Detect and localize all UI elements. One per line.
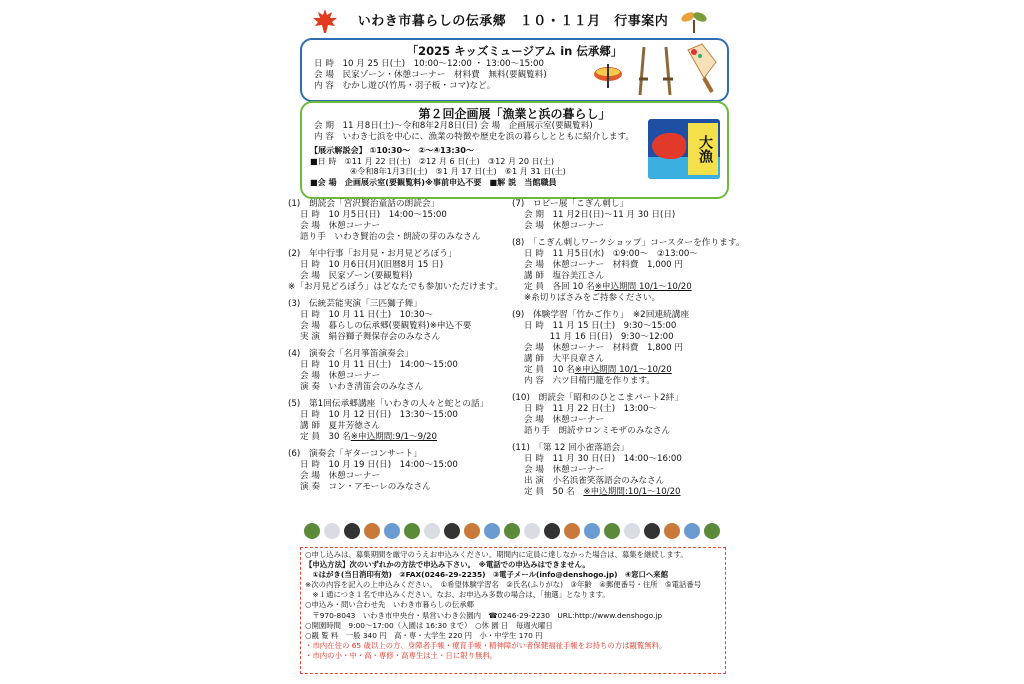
kids-museum-content: 内 容 むかし遊び(竹馬・羽子板・コマ)など。	[314, 81, 496, 91]
event-line: 日 時 10 月6日(月)(旧暦8月 15 日)	[300, 260, 444, 270]
special-exhibition-box	[300, 101, 729, 199]
event-item-1	[288, 199, 513, 243]
capacity-text: 定 員 50 名	[524, 487, 584, 497]
event-line: 会 場 休憩コーナー	[300, 471, 381, 481]
application-info-box	[300, 547, 726, 674]
hagoita-paddle-icon	[682, 42, 720, 96]
info-line: ○申込み・問い合わせ先 いわき市暮らしの伝承郷	[305, 600, 475, 610]
event-capacity	[512, 365, 742, 376]
event-line: 会 場 民家ゾーン(要観覧料)	[300, 271, 413, 281]
left-event-list	[288, 199, 513, 499]
right-event-list	[512, 199, 745, 504]
tairyo-flag-icon	[648, 119, 720, 179]
application-period: ※申込期間 10/1～10/20	[574, 365, 672, 375]
event-title: (10) 朗読会「昭和のひとこまパート2絆」	[512, 393, 684, 403]
info-line: ○申し込みは、募集期間を厳守のうえお申込みください。期間内に定員に達しなかった場合は、募集を継続します。	[305, 550, 688, 559]
free-admission-note: ・市内の小・中・高・専修・高専生は土・日に限り無料。	[305, 650, 498, 660]
event-item-11	[512, 443, 742, 498]
bamboo-stilts-icon	[636, 45, 676, 97]
event-item-2	[288, 249, 513, 293]
event-line: 日 時 11 月 30 日(日) 14:00～16:00	[524, 454, 682, 464]
event-line: 講 師 夏井芳徳さん	[300, 421, 381, 431]
event-line: 語り手 朗読サロンミモザのみなさん	[524, 426, 671, 436]
event-line: 会 場 暮らしの伝承郷(要観覧料)※申込不要	[300, 321, 472, 331]
info-line: ※次の内容を記入の上申込みください。 ①希望体験学習名 ②氏名(ふりがな) ③年齢 ④郵便番号・住所 ⑤電話番号	[305, 580, 702, 590]
application-period: ※申込期間:10/1～10/20	[583, 487, 681, 497]
info-line: ○開園時間 9:00～17:00（入園は 16:30 まで） ○休 園 日 毎週火曜日	[305, 620, 553, 630]
kids-museum-heading: 「2025 キッズミュージアム in 伝承郷」	[406, 44, 623, 58]
event-note: ※糸切りばさみをご持参ください。	[524, 293, 661, 303]
event-line: 会 場 休憩コーナー	[300, 371, 381, 381]
event-title: (1) 朗読会「宮沢賢治童話の朗読会」	[288, 199, 440, 209]
event-line: 講 師 大平良章さん	[524, 354, 605, 364]
page-title: いわき市暮らしの伝承郷 １０・１１月 行事案内	[357, 14, 669, 29]
info-line: ※１通につき１名で申込みください。なお、お申込み多数の場合は、「抽選」となります。	[305, 590, 610, 600]
exhibition-heading: 第２回企画展「漁業と浜の暮らし」	[418, 107, 611, 121]
event-item-9	[512, 310, 742, 387]
event-line: 演 奏 コン・アモーレのみなさん	[300, 482, 431, 492]
event-title: (9) 体験学習「竹かご作り」 ※2回連続講座	[512, 310, 690, 320]
event-item-4	[288, 349, 513, 393]
spinning-top-icon	[590, 58, 626, 94]
event-capacity	[512, 487, 742, 498]
event-line: 語り手 いわき賢治の会・朗読の芽のみなさん	[300, 232, 481, 242]
event-line: 11 月 16 日(日) 9:30～12:00	[524, 332, 674, 342]
event-line: 日 時 10 月5日(日) 14:00～15:00	[300, 210, 447, 220]
event-title: (6) 演奏会「ギターコンサート」	[288, 449, 422, 459]
event-item-7	[512, 199, 742, 232]
event-title: (3) 伝統芸能実演「三匹獅子舞」	[288, 299, 422, 309]
event-title: (8) 「こぎん刺しワークショップ」コースターを作ります。	[512, 238, 745, 248]
event-capacity	[288, 432, 513, 443]
event-line: 出 演 小名浜雀笑落語会のみなさん	[524, 476, 665, 486]
event-line: 会 場 休憩コーナー	[524, 221, 605, 231]
event-item-5	[288, 399, 513, 443]
event-title: (5) 第1回伝承郷講座「いわきの人々と蛇との話」	[288, 399, 489, 409]
kids-museum-date: 日 時 10 月 25 日(土) 10:00～12:00 ・ 13:00～15:00	[314, 59, 544, 69]
gallery-talk-dates-2: ④令和8年1月3日(土) ⑤1 月 17 日(土) ⑥1 月 31 日(土)	[350, 166, 566, 176]
event-title: (11) 「第 12 回小雀落語会」	[512, 443, 629, 453]
info-line: ①はがき(当日消印有効) ②FAX(0246-29-2235) ③電子メール(info@denshogo.jp) ④窓口へ来館	[305, 570, 669, 580]
event-line: 実 演 絹谷獅子舞保存会のみなさん	[300, 332, 441, 342]
event-item-8	[512, 238, 745, 304]
capacity-text: 定 員 30 名	[300, 432, 351, 442]
event-line: 講 師 塩谷美江さん	[524, 271, 605, 281]
capacity-text: 定 員 10 名	[524, 365, 575, 375]
event-line: 日 時 11 月 15 日(土) 9:30～15:00	[524, 321, 677, 331]
event-line: 会 場 休憩コーナー	[524, 415, 605, 425]
event-item-10	[512, 393, 742, 437]
event-line: 日 時 10 月 19 日(日) 14:00～15:00	[300, 460, 458, 470]
event-title: (2) 年中行事「お月見・お月見どろぼう」	[288, 249, 457, 259]
event-line: 日 時 10 月 11 日(土) 14:00～15:00	[300, 360, 458, 370]
event-line: 内 容 六ツ目楕円籠を作ります。	[524, 376, 655, 386]
kids-museum-box	[300, 38, 729, 102]
exhibition-content: 内 容 いわき七浜を中心に、漁業の特徴や歴史を浜の暮らしとともに紹介します。	[314, 132, 635, 142]
event-line: 会 場 休憩コーナー 材料費 1,000 円	[524, 260, 683, 270]
gallery-talk-venue: ■会 場 企画展示室(要観覧料)※事前申込不要 ■解 説 当館職員	[310, 176, 557, 187]
free-admission-note: ・市内在住の 65 歳以上の方、身障者手帳・療育手帳・精神障がい者保健福祉手帳をお持ちの方は観覧無料。	[305, 640, 667, 650]
info-line: 〒970-8043 いわき市中央台・県営いわき公園内 ☎0246-29-2230 URL:http://www.denshogo.jp	[305, 610, 663, 620]
event-title: (7) ロビー展「こぎん刺し」	[512, 199, 629, 209]
event-line: 日 時 11 月 22 日(土) 13:00～	[524, 404, 658, 414]
event-line: 日 時 11 月5日(水) ①9:00～ ②13:00～	[524, 249, 698, 259]
event-line: 演 奏 いわき清笛会のみなさん	[300, 382, 424, 392]
capacity-text: 定 員 各回 10 名	[524, 282, 595, 292]
info-line: 【申込方法】次のいずれかの方法で申込み下さい。 ※電話での申込みはできません。	[305, 560, 590, 570]
event-line: 会 場 休憩コーナー 材料費 1,800 円	[524, 343, 683, 353]
event-item-3	[288, 299, 513, 343]
event-line: 会 場 休憩コーナー	[300, 221, 381, 231]
application-period: ※申込期間:9/1～9/20	[350, 432, 437, 442]
gallery-talk-times: 【展示解説会】 ①10:30～ ②～④13:30～	[310, 145, 474, 155]
event-line: 日 時 10 月 11 日(土) 10:30～	[300, 310, 434, 320]
event-line: 会 場 休憩コーナー	[524, 465, 605, 475]
tairyo-text: 大漁	[688, 123, 718, 175]
exhibition-period: 会 期 11 月8日(土)～令和8年2月8日(日) 会 場 企画展示室(要観覧料)	[314, 121, 593, 131]
event-title: (4) 演奏会「名月箏笛演奏会」	[288, 349, 414, 359]
event-line: 会 期 11 月2日(日)～11 月 30 日(日)	[524, 210, 676, 220]
event-line: 日 時 10 月 12 日(日) 13:30～15:00	[300, 410, 458, 420]
event-capacity	[512, 282, 742, 293]
gallery-talk-dates: ■日 時 ①11 月 22 日(土) ②12 月 6 日(土) ③12 月 20 日(土)	[310, 155, 555, 166]
info-line: ○観 覧 料 一般 340 円 高・専・大学生 220 円 小・中学生 170 円	[305, 630, 543, 640]
event-item-6	[288, 449, 513, 493]
kids-museum-venue: 会 場 民家ゾーン・休憩コーナー 材料費 無料(要観覧料)	[314, 70, 547, 80]
application-period: ※申込期間 10/1～10/20	[594, 282, 692, 292]
event-flyer	[282, 0, 744, 684]
mascot-characters-icon	[304, 518, 724, 542]
event-note: ※「お月見どろぼう」はどなたでも参加いただけます。	[288, 282, 504, 292]
